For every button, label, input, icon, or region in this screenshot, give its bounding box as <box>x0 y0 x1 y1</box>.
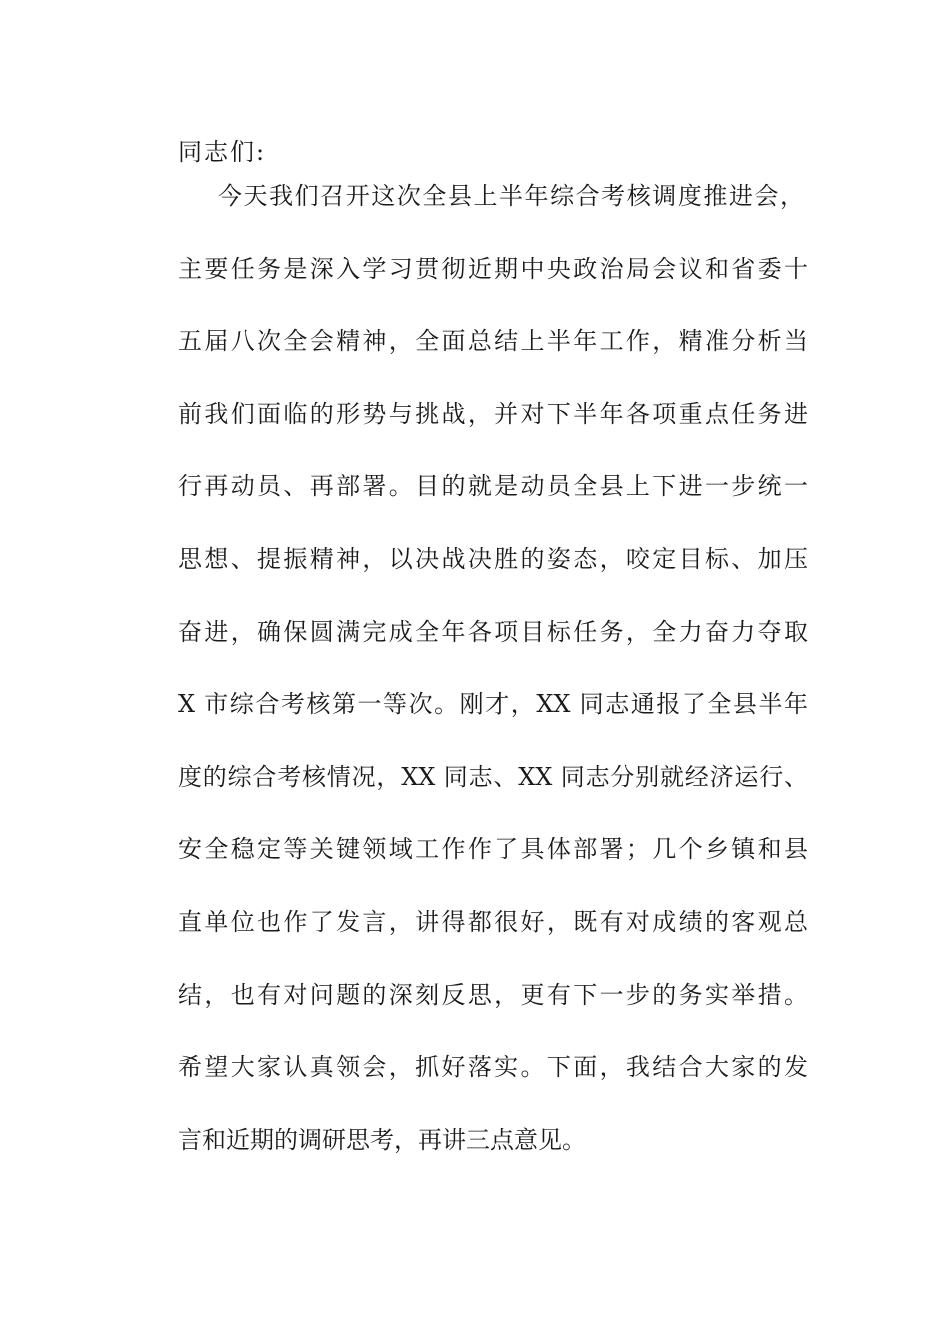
paragraph-line-14: 言和近期的调研思考，再讲三点意见。 <box>178 1126 586 1154</box>
paragraph-line-8: X 市综合考核第一等次。刚才，XX 同志通报了全县半年 <box>178 690 808 718</box>
paragraph-line-12: 结，也有对问题的深刻反思，更有下一步的务实举措。 <box>178 981 808 1009</box>
paragraph-line-3: 五届八次全会精神，全面总结上半年工作，精准分析当 <box>178 327 808 355</box>
paragraph-line-9: 度的综合考核情况，XX 同志、XX 同志分别就经济运行、 <box>178 763 808 791</box>
paragraph-line-7: 奋进，确保圆满完成全年各项目标任务，全力奋力夺取 <box>178 618 808 646</box>
salutation: 同志们: <box>178 138 267 166</box>
paragraph-line-10: 安全稳定等关键领域工作作了具体部署；几个乡镇和县 <box>178 835 808 863</box>
paragraph-line-13: 希望大家认真领会，抓好落实。下面，我结合大家的发 <box>178 1053 808 1081</box>
paragraph-line-11: 直单位也作了发言，讲得都很好，既有对成绩的客观总 <box>178 908 808 936</box>
paragraph-line-2: 主要任务是深入学习贯彻近期中央政治局会议和省委十 <box>178 255 808 283</box>
paragraph-line-5: 行再动员、再部署。目的就是动员全县上下进一步统一 <box>178 472 808 500</box>
paragraph-line-6: 思想、提振精神，以决战决胜的姿态，咬定目标、加压 <box>178 545 808 573</box>
paragraph-line-1: 今天我们召开这次全县上半年综合考核调度推进会， <box>218 182 804 210</box>
paragraph-line-4: 前我们面临的形势与挑战，并对下半年各项重点任务进 <box>178 400 808 428</box>
